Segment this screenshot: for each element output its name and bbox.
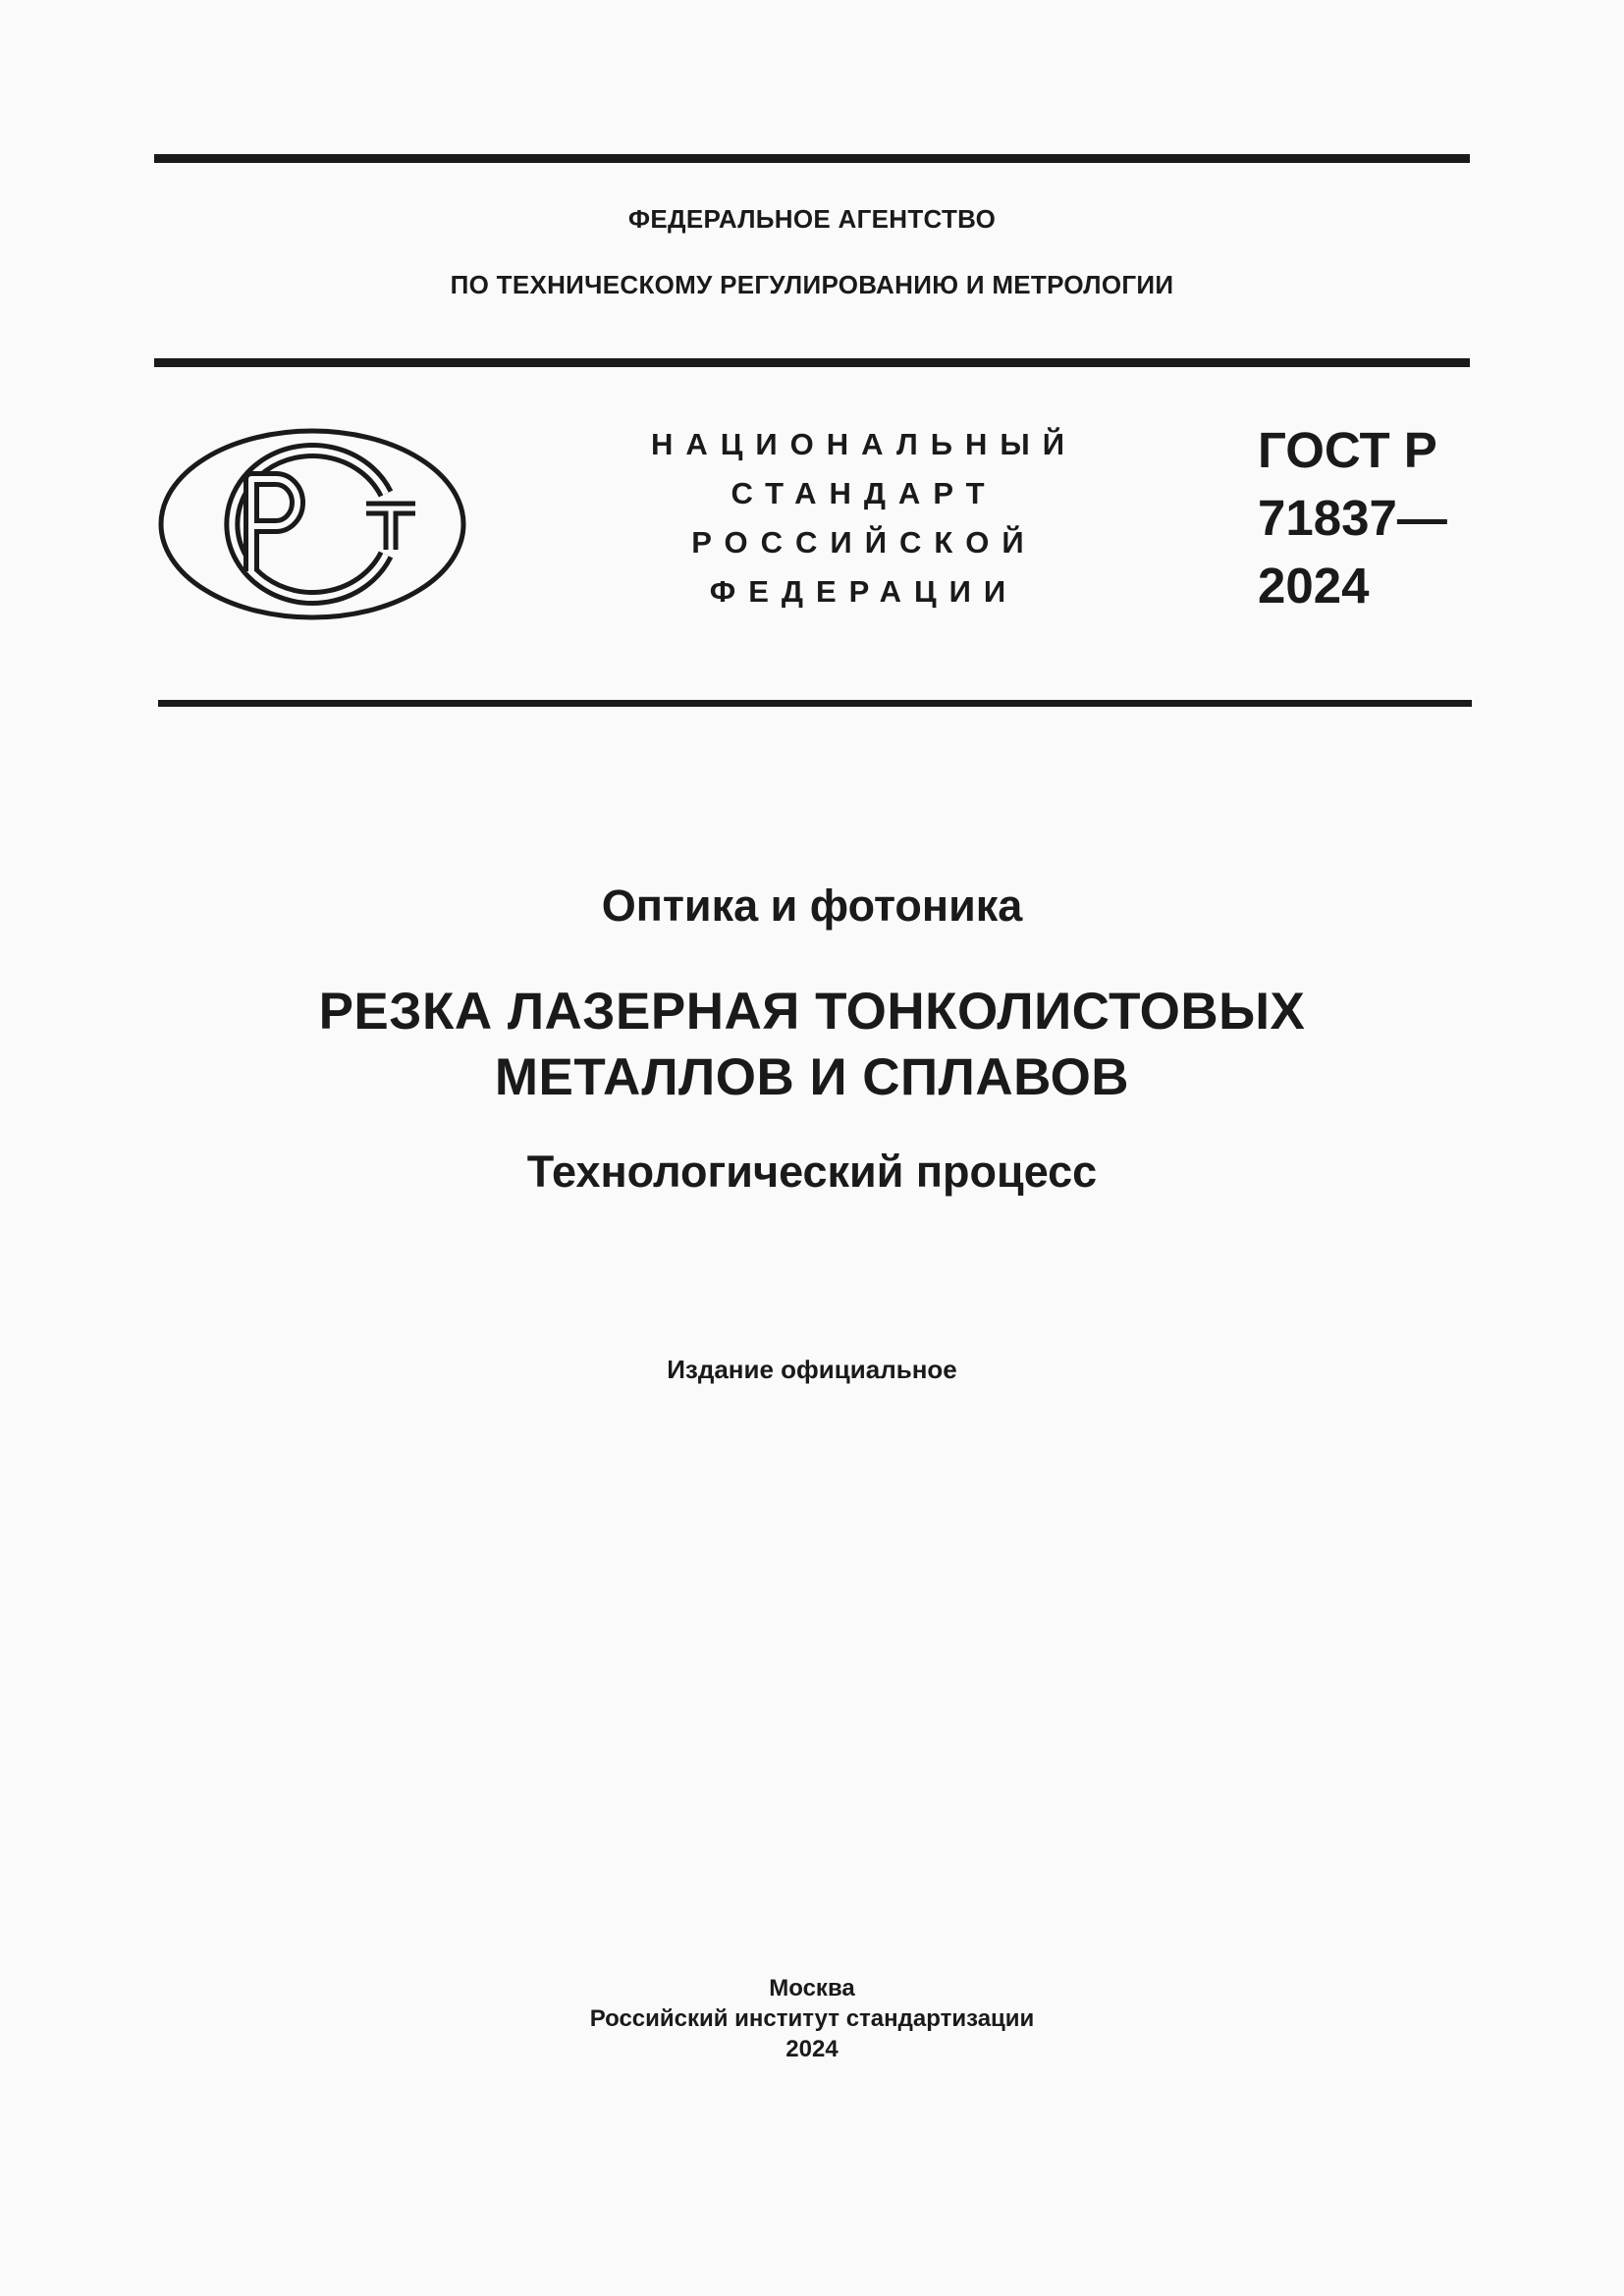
imprint-city: Москва [769,1975,855,2002]
edition-label: Издание официальное [667,1355,957,1384]
subtitle: Технологический процесс [526,1147,1098,1197]
designation-line-2: 71837— [1258,490,1447,546]
main-title-line2: МЕТАЛЛОВ И СПЛАВОВ [494,1048,1130,1106]
imprint [154,1973,1470,2064]
series-title: Оптика и фотоника [601,881,1023,931]
agency-name-line1: ФЕДЕРАЛЬНОЕ АГЕНТСТВО [627,204,997,234]
standard-designation [1258,416,1447,619]
designation-line-1: ГОСТ Р [1258,422,1437,478]
national-line-4: ФЕДЕРАЦИИ [709,574,1019,609]
agency-name-line2: ПО ТЕХНИЧЕСКОМУ РЕГУЛИРОВАНИЮ И МЕТРОЛОГИИ [450,270,1174,299]
imprint-year: 2024 [785,2036,839,2062]
title-block-rule [158,700,1472,707]
imprint-publisher: Российский институт стандартизации [589,2005,1035,2032]
national-line-1: НАЦИОНАЛЬНЫЙ [650,427,1078,461]
rst-logo-icon [158,428,466,620]
national-standard-label [589,420,1139,616]
main-title-line1: РЕЗКА ЛАЗЕРНАЯ ТОНКОЛИСТОВЫХ [318,983,1306,1041]
main-title [154,979,1470,1110]
designation-line-3: 2024 [1258,558,1370,614]
national-line-2: СТАНДАРТ [731,476,998,510]
top-rule [154,154,1470,163]
header-rule [154,358,1470,367]
national-line-3: РОССИЙСКОЙ [691,525,1037,560]
